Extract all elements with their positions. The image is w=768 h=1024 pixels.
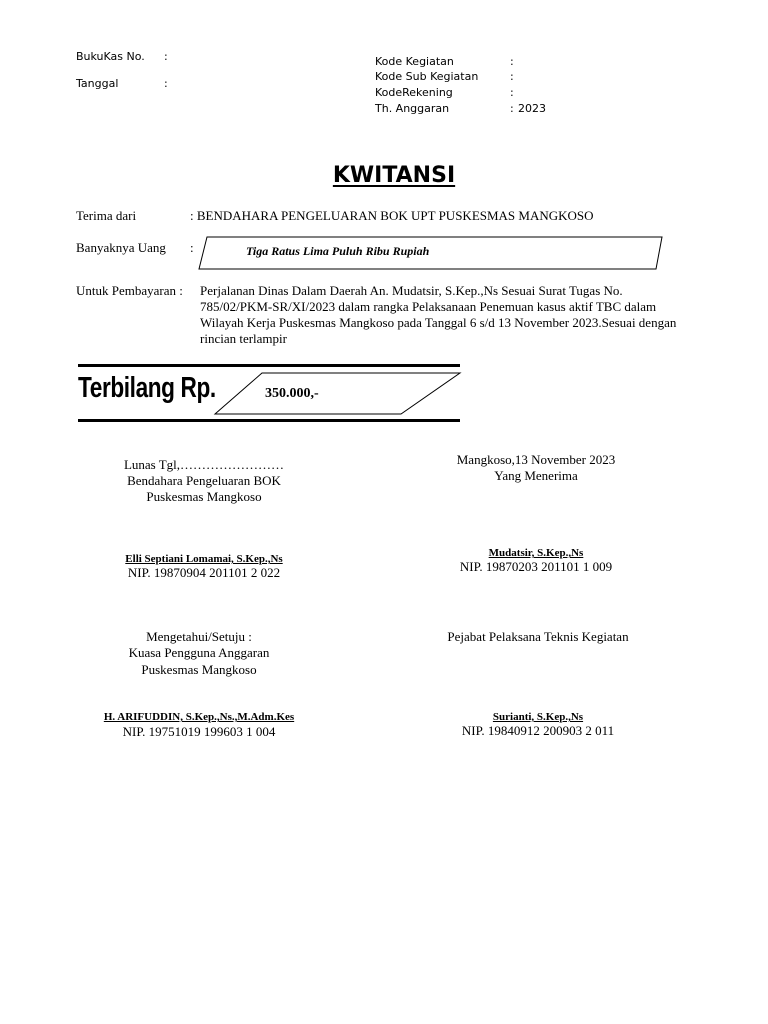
treasurer-nip: NIP. 19870904 201101 2 022 <box>127 565 281 580</box>
amount-words-label: Banyaknya Uang <box>76 240 166 255</box>
received-from-label: Terima dari <box>76 208 137 223</box>
th-anggaran-label: Th. Anggaran <box>375 102 450 115</box>
th-anggaran-sep: : <box>510 102 514 115</box>
treasurer-name: Elli Septiani Lomamai, S.Kep.,Ns <box>125 553 283 565</box>
terbilang-amount-box <box>215 373 460 414</box>
purpose-text: Perjalanan Dinas Dalam Daerah An. Mudatsir, S.Kep.,Ns Sesuai Surat Tugas No. 785/02/PKM-SR/XI/2023 dalam rangka Pelaksanaan Penemuan kasus aktif TBC dalam Wilayah Kerja Puskesmas Mangkoso pada Tanggal 6 s/d 13 November 2023.Sesuai dengan rincian terlampir <box>200 283 677 346</box>
amount-words-sep: : <box>190 240 194 255</box>
budget-user-title: Kuasa Pengguna Anggaran <box>128 645 270 660</box>
treasurer-paid-date: Lunas Tgl,…………………… <box>123 457 285 472</box>
technical-officer-name: Surianti, S.Kep.,Ns <box>492 711 584 723</box>
purpose-label: Untuk Pembayaran : <box>76 283 183 298</box>
kode-sub-kegiatan-label: Kode Sub Kegiatan <box>375 70 479 83</box>
kode-kegiatan-sep: : <box>510 55 514 68</box>
tanggal-sep: : <box>164 77 168 90</box>
technical-officer-title: Pejabat Pelaksana Teknis Kegiatan <box>447 629 629 644</box>
terbilang-label: Terbilang Rp. <box>78 372 216 404</box>
tanggal-label: Tanggal <box>76 77 119 90</box>
amount-words-value: Tiga Ratus Lima Puluh Ribu Rupiah <box>246 244 430 258</box>
budget-user-name: H. ARIFUDDIN, S.Kep.,Ns.,M.Adm.Kes <box>103 711 295 723</box>
terbilang-amount: 350.000,- <box>265 386 319 401</box>
treasurer-office: Puskesmas Mangkoso <box>146 489 262 504</box>
technical-officer-nip: NIP. 19840912 200903 2 011 <box>461 723 615 738</box>
bukukas-sep: : <box>164 50 168 63</box>
kode-rekening-label: KodeRekening <box>375 86 453 99</box>
document-title: KWITANSI <box>332 163 456 188</box>
terbilang-top-rule <box>78 364 460 367</box>
receiver-nip: NIP. 19870203 201101 1 009 <box>459 559 613 574</box>
treasurer-title: Bendahara Pengeluaran BOK <box>127 473 281 488</box>
budget-user-approval: Mengetahui/Setuju : <box>146 629 252 644</box>
kode-sub-kegiatan-sep: : <box>510 70 514 83</box>
kode-rekening-sep: : <box>510 86 514 99</box>
budget-user-nip: NIP. 19751019 199603 1 004 <box>122 724 276 739</box>
terbilang-bottom-rule <box>78 419 460 422</box>
th-anggaran-value: 2023 <box>518 102 546 115</box>
bukukas-label: BukuKas No. <box>76 50 145 63</box>
budget-user-office: Puskesmas Mangkoso <box>141 662 257 677</box>
kode-kegiatan-label: Kode Kegiatan <box>375 55 454 68</box>
receiver-title: Yang Menerima <box>494 468 578 483</box>
receiver-name: Mudatsir, S.Kep.,Ns <box>488 547 584 559</box>
received-from-value: : BENDAHARA PENGELUARAN BOK UPT PUSKESMAS MANGKOSO <box>190 208 594 223</box>
receiver-place-date: Mangkoso,13 November 2023 <box>456 452 616 467</box>
